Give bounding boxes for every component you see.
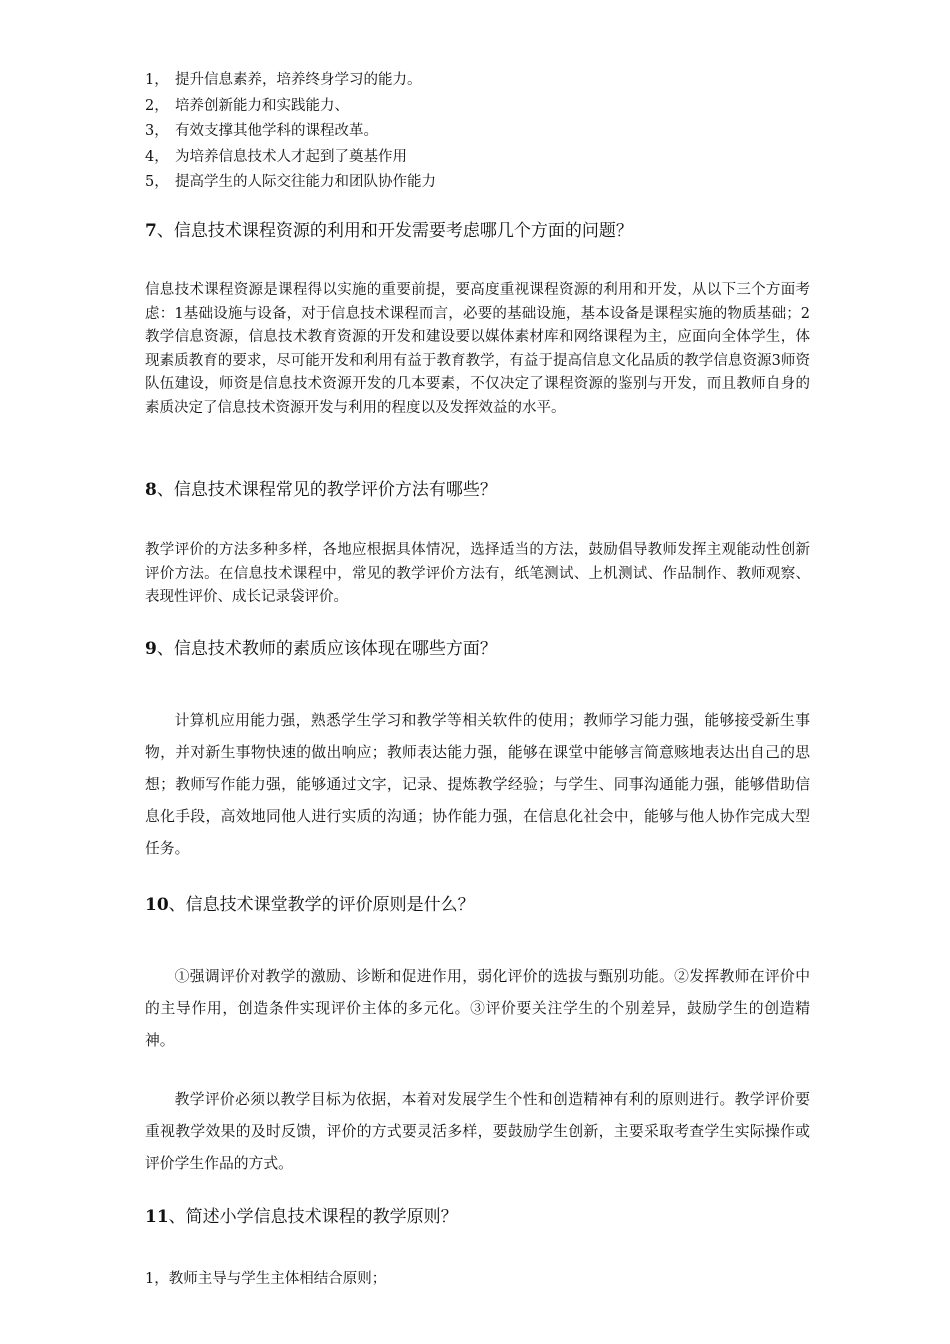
question-9-answer: 计算机应用能力强，熟悉学生学习和教学等相关软件的使用；教师学习能力强，能够接受新生事物，并对新生事物快速的做出响应；教师表达能力强，能够在课堂中能够言简意赅地表达出自己的思想；教师写作能力强，能够通过文字，记录、提炼教学经验；与学生、同事沟通能力强，能够借助信息化手段，高效地同他人进行实质的沟通；协作能力强，在信息化社会中，能够与他人协作完成大型任务。: [145, 712, 810, 857]
question-9-heading: 9、信息技术教师的素质应该体现在哪些方面？: [145, 639, 497, 659]
question-10-answer-1: ①强调评价对教学的激励、诊断和促进作用，弱化评价的选拔与甄别功能。②发挥教师在评价中的主导作用，创造条件实现评价主体的多元化。③评价要关注学生的个别差异，鼓励学生的创造精神。: [145, 968, 810, 1049]
question-10-answer-2: 教学评价必须以教学目标为依据，本着对发展学生个性和创造精神有利的原则进行。教学评价要重视教学效果的及时反馈，评价的方式要灵活多样，要鼓励学生创新，主要采取考查学生实际操作或评价学生作品的方式。: [145, 1091, 810, 1172]
question-7-heading: 7、信息技术课程资源的利用和开发需要考虑哪几个方面的问题？: [145, 221, 633, 241]
list-item: 1， 提升信息素养，培养终身学习的能力。: [145, 72, 422, 88]
question-8-heading: 8、信息技术课程常见的教学评价方法有哪些？: [145, 480, 497, 500]
list-item: 2， 培养创新能力和实践能力、: [145, 97, 349, 114]
list-item: 4， 为培养信息技术人才起到了奠基作用: [145, 148, 407, 165]
question-8-answer: 教学评价的方法多种多样，各地应根据具体情况，选择适当的方法，鼓励倡导教师发挥主观能动性创新评价方法。在信息技术课程中，常见的教学评价方法有，纸笔测试、上机测试、作品制作、教师观察、表现性评价、成长记录袋评价。: [145, 542, 810, 606]
list-item: 3， 有效支撑其他学科的课程改革。: [145, 123, 378, 140]
question-11-heading: 11、简述小学信息技术课程的教学原则？: [145, 1207, 458, 1227]
list-item: 5， 提高学生的人际交往能力和团队协作能力: [145, 174, 436, 191]
question-11-item-1: 1，教师主导与学生主体相结合原则；: [145, 1271, 387, 1287]
intro-list: [145, 68, 810, 196]
question-7-answer: 信息技术课程资源是课程得以实施的重要前提，要高度重视课程资源的利用和开发，从以下三个方面考虑：1基础设施与设备，对于信息技术课程而言，必要的基础设施，基本设备是课程实施的物质基础；2教学信息资源，信息技术教育资源的开发和建设要以媒体素材库和网络课程为主，应面向全体学生，体现素质教育的要求，尽可能开发和利用有益于教育教学，有益于提高信息文化品质的教学信息资源3师资队伍建设，师资是信息技术资源开发的几本要素，不仅决定了课程资源的鉴别与开发，而且教师自身的素质决定了信息技术资源开发与利用的程度以及发挥效益的水平。: [145, 282, 810, 416]
question-10-heading: 10、信息技术课堂教学的评价原则是什么？: [145, 895, 475, 915]
